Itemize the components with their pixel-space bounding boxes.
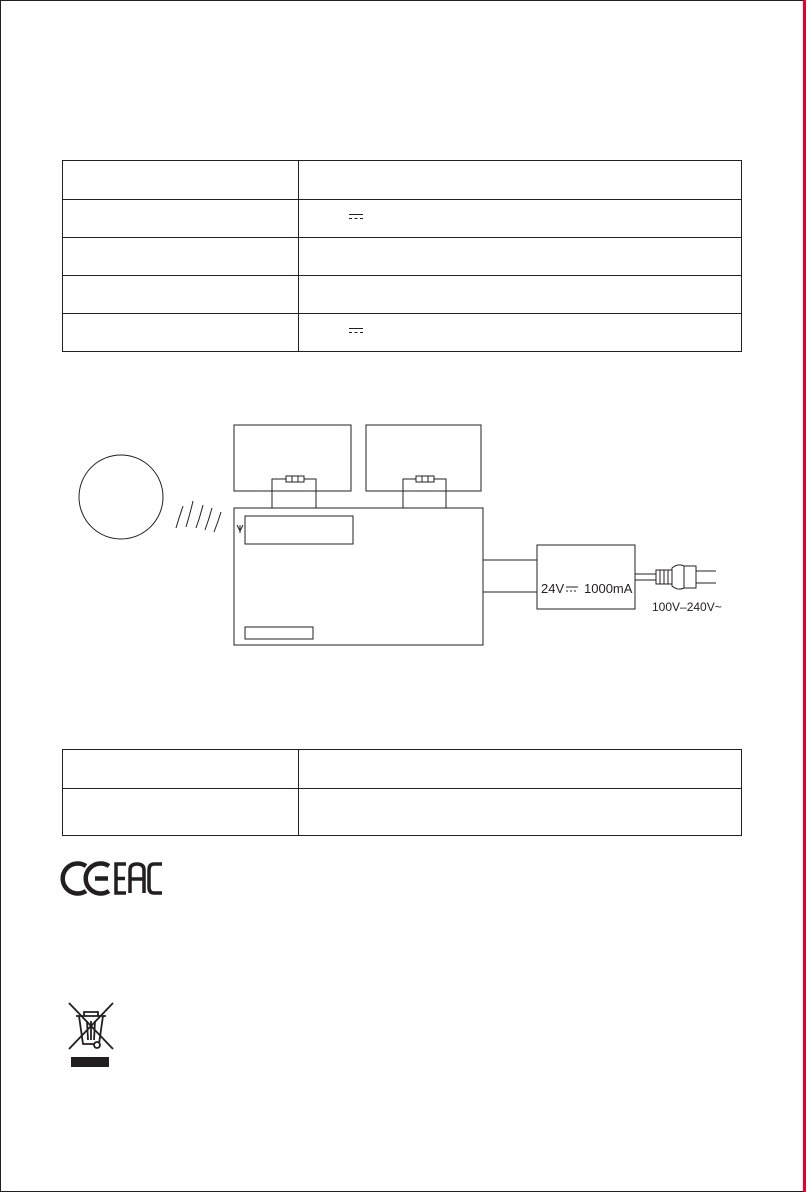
ce-mark-icon xyxy=(63,864,109,894)
mains-input-voltage: 100V–240V~ xyxy=(652,600,722,614)
weee-crossed-bin-icon xyxy=(69,1003,113,1067)
eac-mark-icon xyxy=(116,864,162,893)
adapter-output-voltage: 24V xyxy=(541,581,565,596)
adapter-output-current: 1000mA xyxy=(584,581,633,596)
